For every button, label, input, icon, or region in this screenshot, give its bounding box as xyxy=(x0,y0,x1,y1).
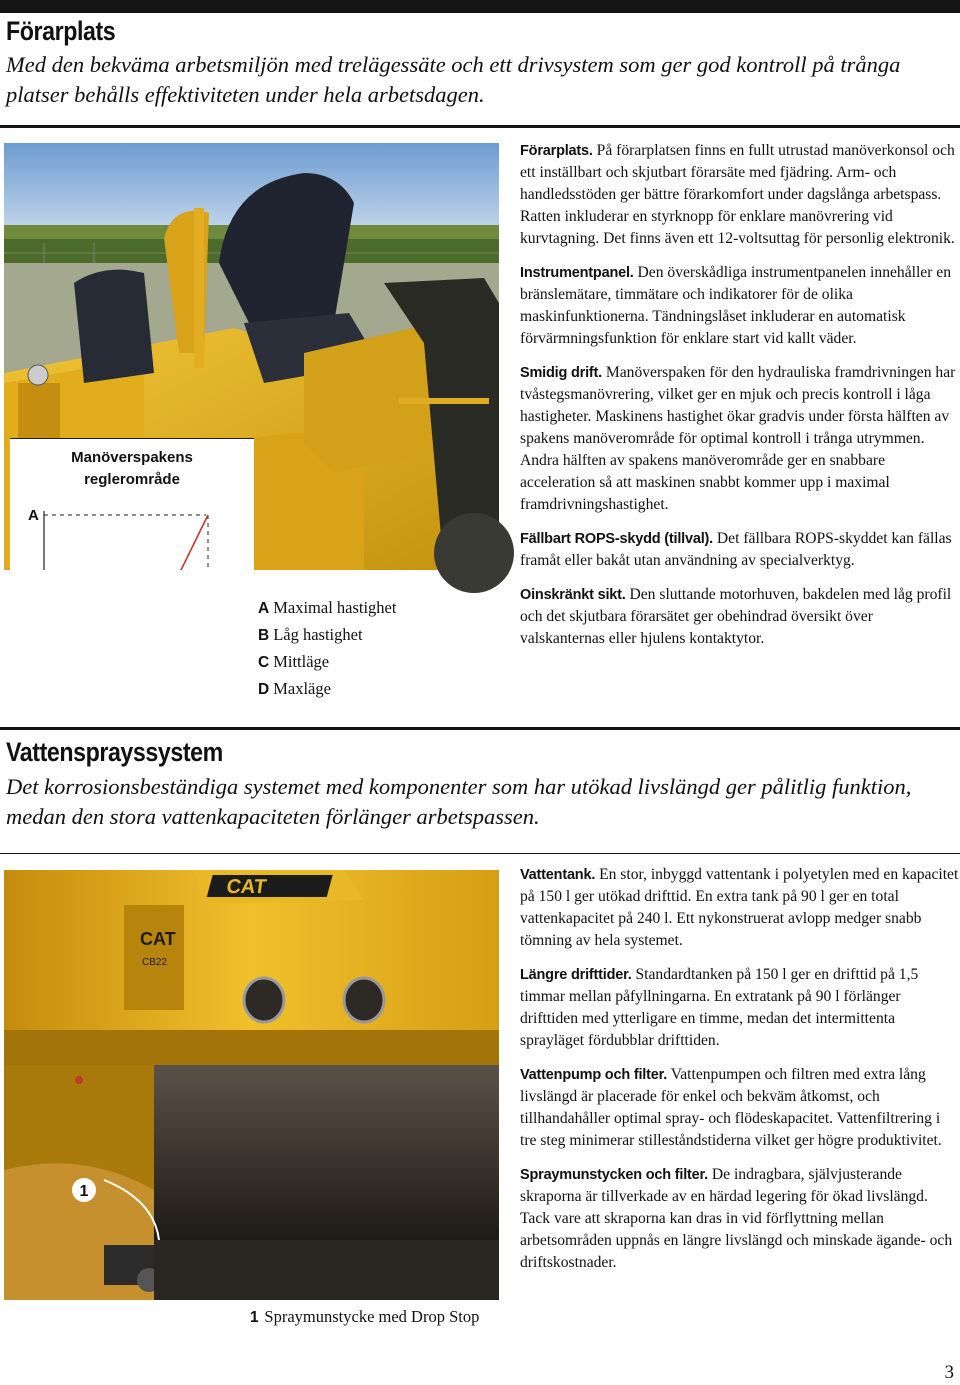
cat-side-logo: CAT xyxy=(140,929,176,949)
paragraph-smidig-drift: Smidig drift. Manöverspaken för den hydrauliska framdrivningen har tvåstegsmanövrering, vilket ger en mjuk och precis kontroll i låga hastigheter. Maskinens hastighet ökar gradvis under första hälften av spakens manöverområde för optimal kontroll i trånga utrymmen. Andra hälften av spakens manöverområde ger en snabbare acceleration så att maskinen snabbt kommer upp i maximal framdrivningshastighet. xyxy=(520,364,956,513)
section-rule xyxy=(0,125,960,128)
page-number: 3 xyxy=(944,1362,954,1383)
forarplats-text-column xyxy=(520,140,960,662)
paragraph-spraymunstycken: Spraymunstycken och filter. De indragbara, självjusterande skraporna är tillverkade av en härdad legering för ökad livslängd. Tack vare att skraporna kan dras in vid förflyttning mellan arbetsområden uppnås en längre livslängd och minskade ägande- och driftskostnader. xyxy=(520,1166,953,1271)
paragraph-drifttider: Längre drifttider. Standardtanken på 150 l ger en drifttid på 1,5 timmar mellan påfyllningarna. En extratank på 90 l förlänger drifttiden med ytterligare en timme, medan det intermittenta sprayläget fördubblar drifttiden. xyxy=(520,966,919,1049)
operator-station-photo xyxy=(4,143,499,570)
section-rule-thin xyxy=(0,853,960,854)
diagram-title-line1: Manöverspakens xyxy=(71,449,193,466)
roller-drum-photo xyxy=(4,870,499,1300)
paragraph-vattenpump: Vattenpump och filter. Vattenpumpen och filtren med extra lång livslängd är placerade för enkel och bekväm åtkomst, och tillhandahåller optimal spray- och flödeskapacitet. Vattenfiltrering i tre steg minimerar stilleståndstiderna vilket ger högre produktivitet. xyxy=(520,1066,942,1149)
top-bar xyxy=(0,0,960,13)
section-rule-2 xyxy=(0,727,960,730)
diagram-title-line2: reglerområde xyxy=(84,471,180,488)
paragraph-sikt: Oinskränkt sikt. Den sluttande motorhuven, bakdelen med låg profil och det skjutbara förarsätet ger obehindrad översikt över valskanternas eller hjulens kontaktytor. xyxy=(520,586,952,647)
section-title-forarplats: Förarplats xyxy=(6,16,116,46)
paragraph-rops: Fällbart ROPS-skydd (tillval). Det fällbara ROPS-skyddet kan fällas framåt eller bakåt utan användning av specialverktyg. xyxy=(520,530,952,569)
section-subtitle-forarplats: Med den bekväma arbetsmiljön med trelägessäte och ett drivsystem som ger god kontroll på trånga platser behålls effektiviteten under hela arbetsdagen. xyxy=(6,52,901,107)
spray-nozzle-caption: 1 Spraymunstycke med Drop Stop xyxy=(250,1307,480,1326)
section-title-vattenspray: Vattensprayssystem xyxy=(6,737,223,767)
diagram-label-a: A xyxy=(28,507,39,524)
section-subtitle-vattenspray: Det korrosionsbeständiga systemet med komponenter som har utökad livslängd ger pålitlig funktion, medan den stora vattenkapaciteten förlänger arbetspassen. xyxy=(6,774,912,829)
paragraph-vattentank: Vattentank. En stor, inbyggd vattentank i polyetylen med en kapacitet på 150 l ger utökad drifttid. En extra tank på 90 l ger en total vattenkapacitet på 240 l. Ett nykonstruerat avlopp medger snabb tömning av hela systemet. xyxy=(520,866,959,949)
callout-1-number: 1 xyxy=(79,1183,89,1200)
cat-logo-text: CAT xyxy=(225,876,268,898)
diagram-legend xyxy=(258,595,396,703)
paragraph-instrumentpanel: Instrumentpanel. Den överskådliga instrumentpanelen innehåller en bränslemätare, timmätare och indikatorer för de olika maskinfunktionerna. Tändningslåset inkluderar en automatisk förvärmningsfunktion för enklare start vid kallt väder. xyxy=(520,264,952,347)
legend-item-c: C Mittläge xyxy=(258,652,330,671)
legend-item-b: B Låg hastighet xyxy=(258,625,363,644)
vattenspray-text-column xyxy=(520,864,960,1286)
model-label: CB22 xyxy=(142,957,168,968)
legend-item-d: D Maxläge xyxy=(258,679,331,698)
legend-item-a: A Maximal hastighet xyxy=(258,598,397,617)
paragraph-forarplats: Förarplats. På förarplatsen finns en fullt utrustad manöverkonsol och ett inställbart och skjutbart förarsäte med fjädring. Arm- och handledsstöden ger bättre förarkomfort under dagslånga arbetspass. Ratten inkluderar en styrknopp för enklare manövrering vid kurvtagning. Det finns även ett 12-voltsuttag för personlig elektronik. xyxy=(520,142,955,247)
diagram-lower-area xyxy=(10,570,254,695)
